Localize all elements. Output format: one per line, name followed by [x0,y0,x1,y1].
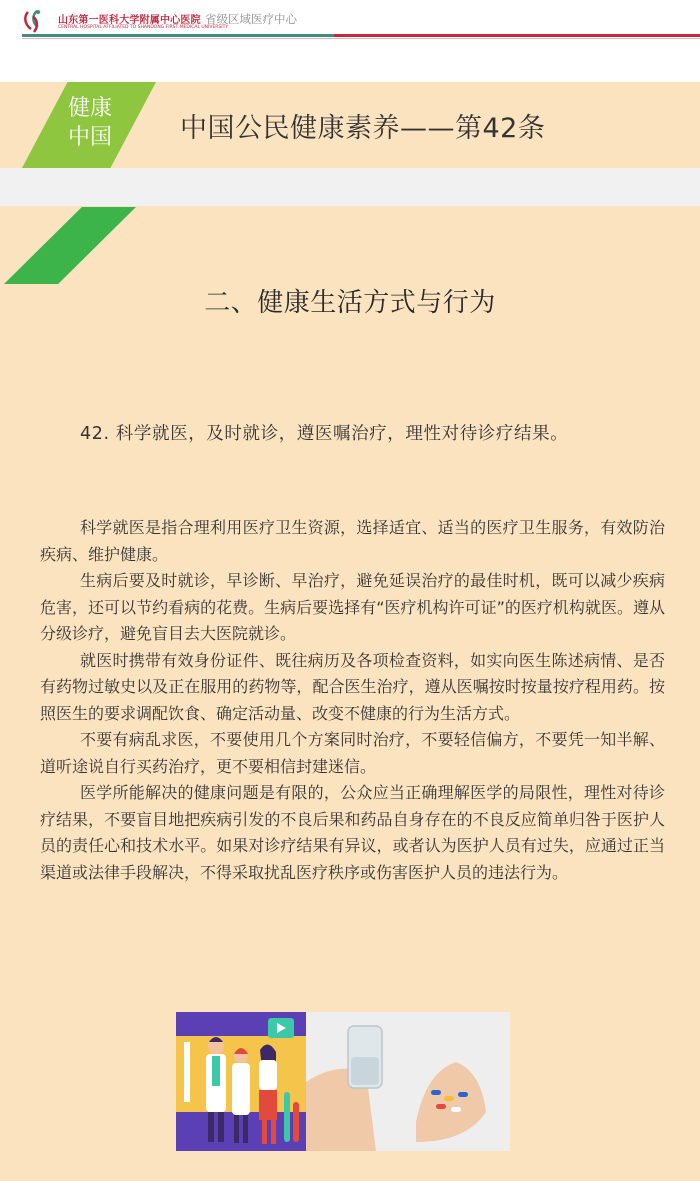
item-title: 42. 科学就医，及时就诊，遵医嘱治疗，理性对待诊疗结果。 [80,424,569,444]
badge-line-2: 中国 [67,125,112,150]
paragraph: 生病后要及时就诊，早诊断、早治疗，避免延误治疗的最佳时机，既可以减少疾病危害，还可以节约看病的花费。生病后要选择有“医疗机构许可证”的医疗机构就医。遵从分级诊疗，避免盲目去大医院就诊。 [40,571,665,643]
paragraph: 医学所能解决的健康问题是有限的，公众应当正确理解医学的局限性，理性对待诊疗结果，不要盲目地把疾病引发的不良后果和药品自身存在的不良反应简单归咎于医护人员的责任心和技术水平。如果对诊疗结果有异议，或者认为医护人员有过失，应通过正当渠道或法律手段解决，不得采取扰乱医疗秩序或伤害医护人员的违法行为。 [40,783,665,882]
article-body [40,515,665,886]
hospital-logo-icon [22,8,54,34]
paragraph: 不要有病乱求医，不要使用几个方案同时治疗，不要轻信偏方，不要凭一知半解、道听途说自行买药治疗，更不要相信封建迷信。 [40,730,665,776]
green-decoration [4,207,136,284]
badge-text [62,94,118,152]
header-divider [22,34,700,37]
regional-center-label: 省级区域医疗中心 [205,12,297,26]
page-header [0,0,700,82]
grey-band [0,168,700,206]
page-title: 中国公民健康素养——第42条 [180,113,546,144]
paragraph: 科学就医是指合理利用医疗卫生资源，选择适宜、适当的医疗卫生服务，有效防治疾病、维护健康。 [40,518,665,564]
hospital-english-name: CENTRAL HOSPITAL AFFILIATED TO SHANDONG FIRST MEDICAL UNIVERSITY [58,25,229,30]
doctors-and-medicine-image [176,1012,510,1151]
illustration [176,1012,510,1151]
paragraph: 就医时携带有效身份证件、既往病历及各项检查资料，如实向医生陈述病情、是否有药物过敏史以及正在服用的药物等，配合医生治疗，遵从医嘱按时按量按疗程用药。按照医生的要求调配饮食、确定活动量、改变不健康的行为生活方式。 [40,650,665,723]
hospital-name: 山东第一医科大学附属中心医院 [58,15,201,26]
badge-line-1: 健康 [67,96,112,121]
section-title: 二、健康生活方式与行为 [204,288,496,318]
hospital-logo [22,8,229,34]
header-divider-thin [22,38,700,39]
